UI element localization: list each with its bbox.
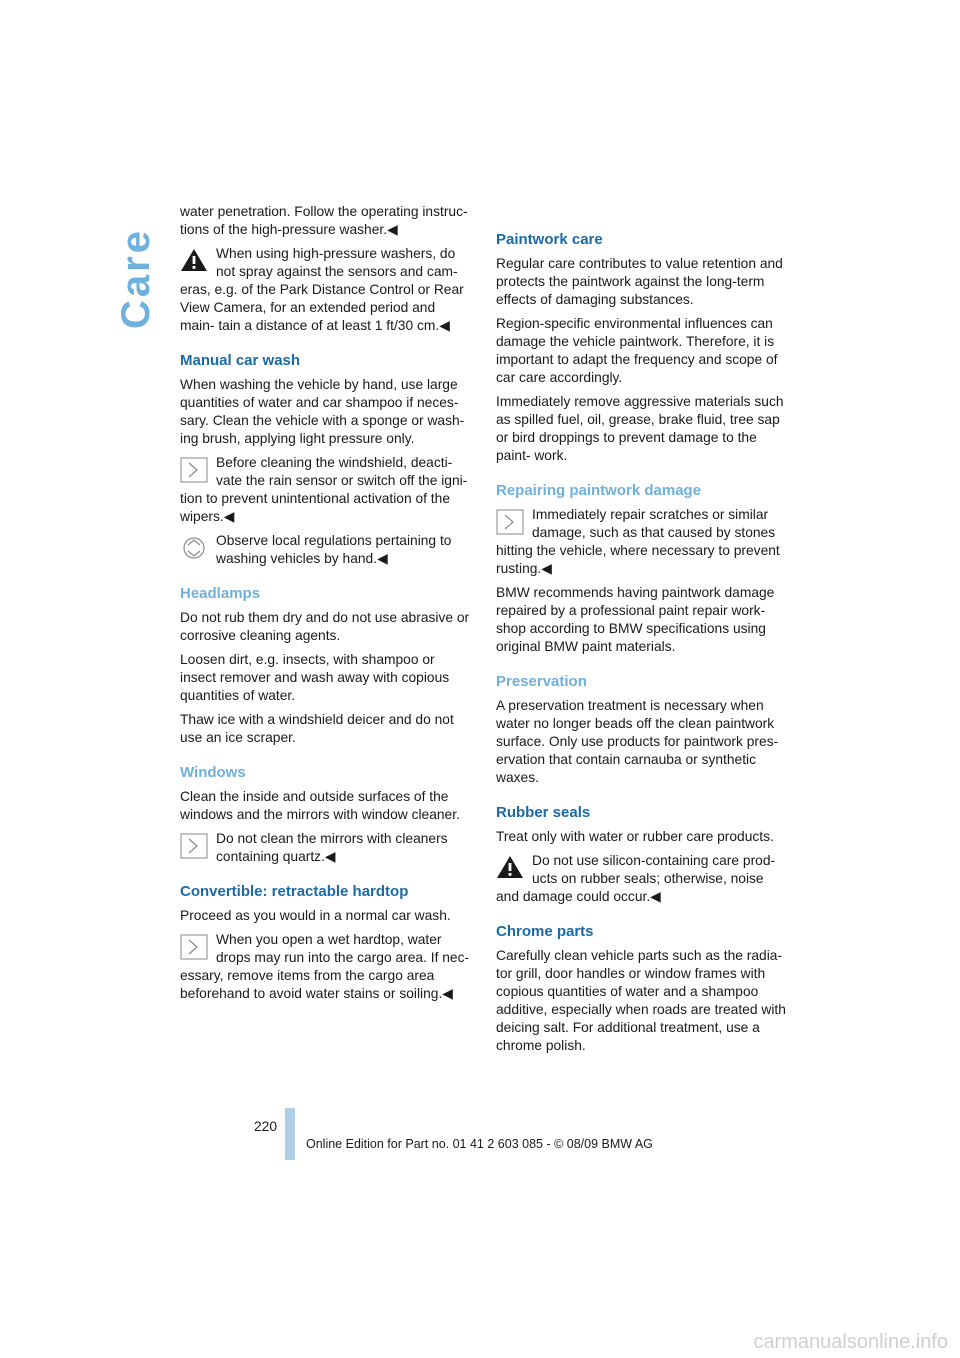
footer-accent-bar xyxy=(285,1108,295,1160)
watermark: carmanualsonline.info xyxy=(753,1331,948,1353)
paint-paragraph-1: Regular care contributes to value retention and protects the paintwork against the long-term effects of damaging substances. xyxy=(496,256,783,307)
info-note: Immediately repair scratches or similar damage, such as that caused by stones hitting the vehicle, where necessary to prevent rusting.◀ xyxy=(496,507,780,576)
note-arrow-icon xyxy=(180,934,210,960)
note-arrow-icon xyxy=(496,509,526,535)
headlamps-paragraph-3: Thaw ice with a windshield deicer and do not use an ice scraper. xyxy=(180,712,454,745)
heading-headlamps: Headlamps xyxy=(180,585,261,602)
rubber-paragraph: Treat only with water or rubber care products. xyxy=(496,829,774,844)
heading-paintwork-care: Paintwork care xyxy=(496,231,603,248)
hardtop-paragraph: Proceed as you would in a normal car wash. xyxy=(180,908,451,923)
heading-repairing-paintwork: Repairing paintwork damage xyxy=(496,482,702,499)
headlamps-paragraph-1: Do not rub them dry and do not use abrasive or corrosive cleaning agents. xyxy=(180,610,470,643)
note-arrow-icon xyxy=(180,457,210,483)
warning-triangle-icon xyxy=(180,248,210,274)
warning-note: When using high-pressure washers, do not spray against the sensors and cam- eras, e.g. of the Park Distance Control or Rear View Camera, for an extended period and main- tain a distance of at least 1 ft/30 cm.◀ xyxy=(180,246,464,333)
left-column xyxy=(180,203,472,1009)
intro-paragraph: water penetration. Follow the operating instruc- tions of the high-pressure washer.◀ xyxy=(180,204,468,237)
environment-note: Observe local regulations pertaining to washing vehicles by hand.◀ xyxy=(180,532,472,568)
preservation-paragraph: A preservation treatment is necessary when water no longer beads off the clean paintwork surface. Only use products for paintwork pres- ervation that contain carnauba or synthetic waxes. xyxy=(496,698,779,785)
repair-paragraph: BMW recommends having paintwork damage repaired by a professional paint repair work- shop according to BMW specifications using original BMW paint materials. xyxy=(496,585,775,654)
warning-triangle-icon xyxy=(496,855,526,881)
heading-rubber-seals: Rubber seals xyxy=(496,804,591,821)
footer-edition-text: Online Edition for Part no. 01 41 2 603 085 - © 08/09 BMW AG xyxy=(306,1137,653,1151)
page-number: 220 xyxy=(254,1119,278,1134)
heading-windows: Windows xyxy=(180,764,246,781)
paint-paragraph-3: Immediately remove aggressive materials such as spilled fuel, oil, grease, brake fluid, tree sap or bird droppings to prevent damage to the paint- work. xyxy=(496,394,784,463)
heading-preservation: Preservation xyxy=(496,673,587,690)
heading-chrome-parts: Chrome parts xyxy=(496,923,594,940)
info-note: When you open a wet hardtop, water drops may run into the cargo area. If nec- essary, remove items from the cargo area beforehand to avoid water stains or soiling.◀ xyxy=(180,932,470,1001)
manual-paragraph: When washing the vehicle by hand, use large quantities of water and car shampoo if neces- sary. Clean the vehicle with a sponge or wash- ing brush, applying light pressure only. xyxy=(180,377,465,446)
recycle-icon xyxy=(180,535,210,561)
paint-paragraph-2: Region-specific environmental influences can damage the vehicle paintwork. Therefore, it is important to adapt the frequency and scope of car care accordingly. xyxy=(496,316,778,385)
right-column xyxy=(496,203,788,1061)
warning-note: Do not use silicon-containing care prod- ucts on rubber seals; otherwise, noise and damage could occur.◀ xyxy=(496,853,776,904)
chrome-paragraph: Carefully clean vehicle parts such as the radia- tor grill, door handles or window frames with copious quantities of water and a shampoo additive, especially when roads are treated with deicing salt. For additional treatment, use a chrome polish. xyxy=(496,948,786,1053)
note-arrow-icon xyxy=(180,833,210,859)
section-tab: Care xyxy=(114,228,158,329)
heading-manual-car-wash: Manual car wash xyxy=(180,352,301,369)
windows-paragraph: Clean the inside and outside surfaces of the windows and the mirrors with window cleaner. xyxy=(180,789,460,822)
info-note: Before cleaning the windshield, deacti- vate the rain sensor or switch off the igni- tion to prevent unintentional activation of the wipers.◀ xyxy=(180,455,468,524)
headlamps-paragraph-2: Loosen dirt, e.g. insects, with shampoo or insect remover and wash away with copious quantities of water. xyxy=(180,652,450,703)
heading-hardtop: Convertible: retractable hardtop xyxy=(180,883,409,900)
info-note: Do not clean the mirrors with cleaners containing quartz.◀ xyxy=(180,830,472,866)
